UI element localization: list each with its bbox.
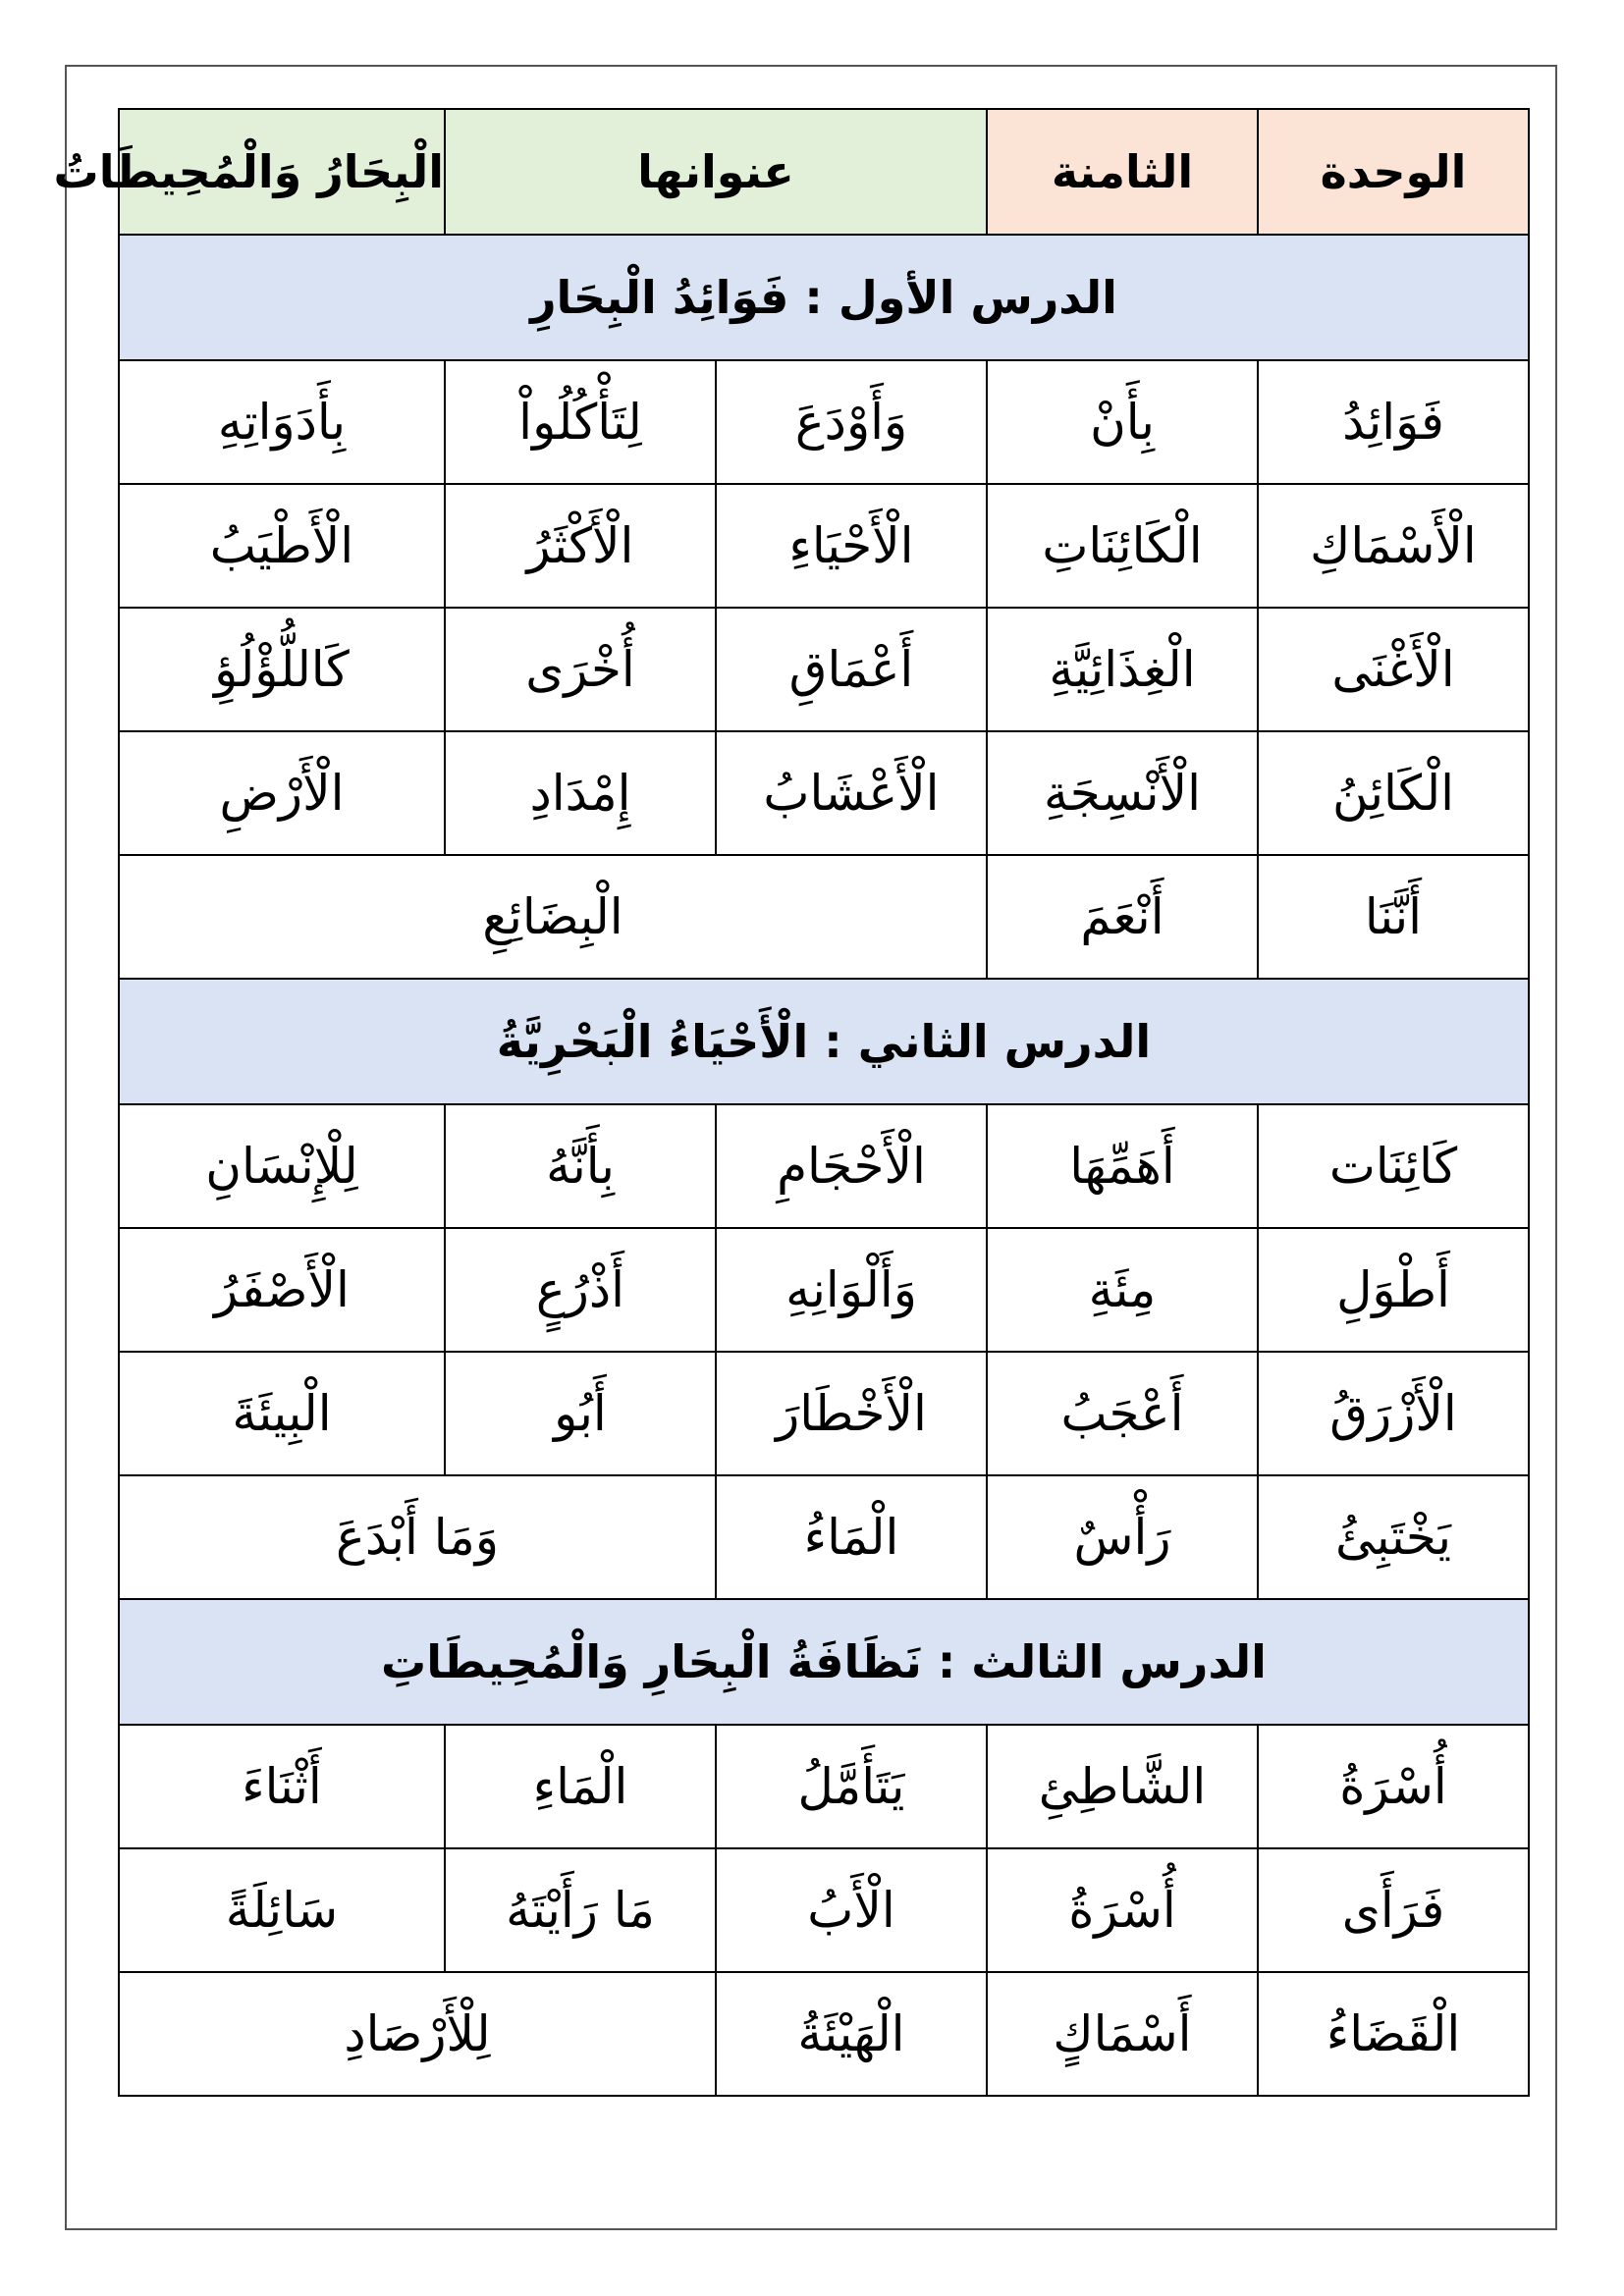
table-row xyxy=(119,1972,1529,2096)
word-cell: أَسْمَاكٍ xyxy=(987,1972,1258,2096)
word-cell: الْأَحْجَامِ xyxy=(716,1104,987,1228)
word-cell: الْكَائِنَاتِ xyxy=(987,484,1258,608)
table-row xyxy=(119,1725,1529,1848)
lesson-title: الدرس الأول : فَوَائِدُ الْبِحَارِ xyxy=(119,235,1529,360)
word-cell: مِئَةِ xyxy=(987,1228,1258,1352)
word-cell: وَأَلْوَانِهِ xyxy=(716,1228,987,1352)
word-cell: الْأَغْنَى xyxy=(1258,608,1529,731)
word-cell: الْأَخْطَارَ xyxy=(716,1352,987,1475)
table-row xyxy=(119,484,1529,608)
word-cell: أَعْجَبُ xyxy=(987,1352,1258,1475)
table-row xyxy=(119,1104,1529,1228)
word-cell: أَثْنَاءَ xyxy=(119,1725,445,1848)
word-cell: أَهَمِّهَا xyxy=(987,1104,1258,1228)
word-cell: الْأَكْثَرُ xyxy=(445,484,716,608)
lesson-3-title-row xyxy=(119,1599,1529,1725)
word-cell: الْغِذَائِيَّةِ xyxy=(987,608,1258,731)
word-cell: الْأَسْمَاكِ xyxy=(1258,484,1529,608)
word-cell: لِتَأْكُلُواْ xyxy=(445,360,716,484)
unit-number: الثامنة xyxy=(987,109,1258,235)
word-cell: فَوَائِدُ xyxy=(1258,360,1529,484)
word-cell: أَنَّنَا xyxy=(1258,855,1529,979)
lesson-title: الدرس الثالث : نَظَافَةُ الْبِحَارِ وَالْمُحِيطَاتِ xyxy=(119,1599,1529,1725)
word-cell: أُسْرَةُ xyxy=(1258,1725,1529,1848)
vocabulary-table xyxy=(53,108,1530,2097)
word-cell: كَائِنَات xyxy=(1258,1104,1529,1228)
word-cell: الْأَطْيَبُ xyxy=(119,484,445,608)
word-cell: يَتَأَمَّلُ xyxy=(716,1725,987,1848)
word-cell: الْأَنْسِجَةِ xyxy=(987,731,1258,855)
word-cell: الْقَضَاءُ xyxy=(1258,1972,1529,2096)
word-cell: الْأَعْشَابُ xyxy=(716,731,987,855)
word-cell: الْأَحْيَاءِ xyxy=(716,484,987,608)
word-cell: كَاللُّؤْلُؤِ xyxy=(119,608,445,731)
table-row xyxy=(119,608,1529,731)
vocabulary-sheet xyxy=(53,108,1528,2097)
unit-header-row xyxy=(119,109,1529,235)
word-cell: بِأَدَوَاتِهِ xyxy=(119,360,445,484)
word-cell: الْبِيئَةَ xyxy=(119,1352,445,1475)
word-cell: فَرَأَى xyxy=(1258,1848,1529,1972)
word-cell: الْأَزْرَقُ xyxy=(1258,1352,1529,1475)
word-cell: الْمَاءِ xyxy=(445,1725,716,1848)
word-cell: وَمَا أَبْدَعَ xyxy=(119,1475,716,1599)
lesson-2-title-row xyxy=(119,979,1529,1104)
word-cell: أَبُو xyxy=(445,1352,716,1475)
unit-label: الوحدة xyxy=(1258,109,1529,235)
word-cell: يَخْتَبِئُ xyxy=(1258,1475,1529,1599)
word-cell: أَطْوَلِ xyxy=(1258,1228,1529,1352)
word-cell: بِأَنَّهُ xyxy=(445,1104,716,1228)
word-cell: سَائِلَةً xyxy=(119,1848,445,1972)
word-cell: الْأَبُ xyxy=(716,1848,987,1972)
word-cell: إِمْدَادِ xyxy=(445,731,716,855)
title-label: عنوانها xyxy=(445,109,987,235)
word-cell: الْأَرْضِ xyxy=(119,731,445,855)
word-cell: الْمَاءُ xyxy=(716,1475,987,1599)
word-cell: مَا رَأَيْتَهُ xyxy=(445,1848,716,1972)
word-cell: أَذْرُعٍ xyxy=(445,1228,716,1352)
word-cell: أَعْمَاقِ xyxy=(716,608,987,731)
word-cell: رَأْسٌ xyxy=(987,1475,1258,1599)
word-cell: الْبِضَائِعِ xyxy=(119,855,987,979)
lesson-1-title-row xyxy=(119,235,1529,360)
table-row xyxy=(119,731,1529,855)
lesson-title: الدرس الثاني : الْأَحْيَاءُ الْبَحْرِيَّةُ xyxy=(119,979,1529,1104)
word-cell: أُخْرَى xyxy=(445,608,716,731)
table-row xyxy=(119,1848,1529,1972)
word-cell: الْهَيْئَةُ xyxy=(716,1972,987,2096)
word-cell: الشَّاطِئِ xyxy=(987,1725,1258,1848)
table-row xyxy=(119,1475,1529,1599)
table-row xyxy=(119,855,1529,979)
word-cell: بِأَنْ xyxy=(987,360,1258,484)
table-row xyxy=(119,360,1529,484)
word-cell: الْكَائِنُ xyxy=(1258,731,1529,855)
word-cell: أُسْرَةُ xyxy=(987,1848,1258,1972)
table-row xyxy=(119,1228,1529,1352)
table-row xyxy=(119,1352,1529,1475)
word-cell: أَنْعَمَ xyxy=(987,855,1258,979)
word-cell: الْأَصْفَرُ xyxy=(119,1228,445,1352)
title-value: الْبِحَارُ وَالْمُحِيطَاتُ xyxy=(119,109,445,235)
word-cell: وَأَوْدَعَ xyxy=(716,360,987,484)
word-cell: لِلْإِنْسَانِ xyxy=(119,1104,445,1228)
word-cell: لِلْأَرْصَادِ xyxy=(119,1972,716,2096)
